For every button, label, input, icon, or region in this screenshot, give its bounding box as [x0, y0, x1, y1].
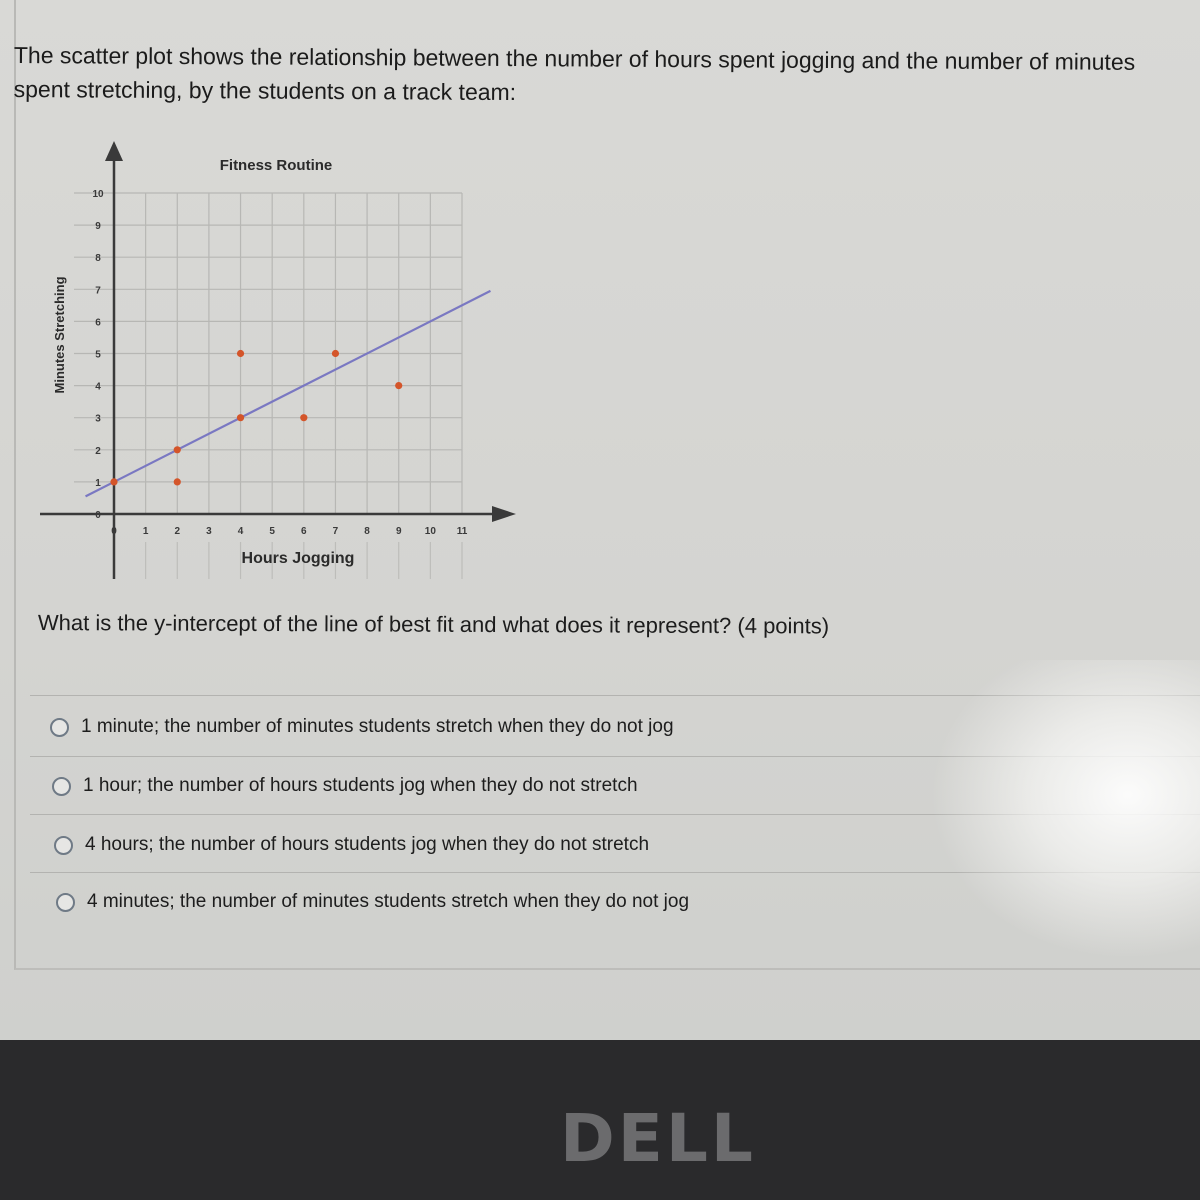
- x-tick-label: 2: [174, 526, 181, 537]
- scatter-point: [300, 414, 307, 421]
- x-tick-label: 0: [111, 526, 117, 537]
- scatter-point: [174, 446, 181, 453]
- option-divider: [30, 814, 1200, 815]
- y-tick-label: 4: [95, 381, 101, 393]
- x-tick-label: 11: [456, 526, 468, 537]
- scatter-point: [395, 382, 402, 389]
- y-tick-label: 0: [95, 510, 101, 521]
- scatter-point: [237, 414, 244, 421]
- y-axis-arrow: [105, 141, 123, 161]
- option-4-label: 4 minutes; the number of minutes students stretch when they do not jog: [87, 891, 690, 912]
- y-tick-label: 2: [95, 445, 101, 457]
- option-1[interactable]: [50, 711, 674, 743]
- y-tick-label: 10: [92, 189, 104, 200]
- y-tick-label: 5: [95, 349, 101, 361]
- x-tick-label: 3: [206, 526, 212, 537]
- scatter-point: [110, 478, 117, 485]
- x-tick-label: 6: [301, 526, 307, 537]
- scatter-point: [237, 350, 244, 357]
- x-tick-label: 8: [364, 526, 370, 537]
- option-2-label: 1 hour; the number of hours students jog when they do not stretch: [83, 775, 638, 796]
- question-prompt: The scatter plot shows the relationship between the number of hours spent jogging and the number of minutes spent stretching, by the students on a track team:: [13, 41, 1136, 106]
- chart-tick-labels: [92, 189, 467, 537]
- scatter-chart: [30, 135, 530, 585]
- option-divider: [30, 756, 1200, 757]
- option-2[interactable]: [52, 770, 638, 802]
- y-tick-label: 6: [95, 317, 101, 329]
- scatter-point: [332, 350, 339, 357]
- dell-logo: DELL: [560, 1100, 756, 1177]
- x-tick-label: 5: [269, 526, 275, 537]
- y-tick-label: 3: [95, 413, 101, 425]
- x-tick-label: 4: [237, 526, 244, 537]
- option-3[interactable]: [54, 829, 649, 861]
- option-4[interactable]: [56, 886, 689, 918]
- chart-x-axis-label: Hours Jogging: [241, 550, 355, 567]
- x-tick-label: 9: [395, 526, 402, 537]
- y-tick-label: 1: [95, 477, 101, 489]
- chart-grid: [74, 193, 462, 579]
- option-2-radio[interactable]: [52, 777, 71, 796]
- x-tick-label: 7: [332, 526, 339, 537]
- x-tick-label: 1: [142, 526, 149, 537]
- y-tick-label: 7: [95, 285, 101, 297]
- question-text: What is the y-intercept of the line of best fit and what does it represent? (4 points): [37, 610, 830, 639]
- x-tick-label: 10: [424, 526, 436, 537]
- option-3-radio[interactable]: [54, 836, 73, 855]
- option-1-radio[interactable]: [50, 718, 69, 737]
- option-4-radio[interactable]: [56, 893, 75, 912]
- chart-axes: [40, 141, 516, 579]
- x-axis-arrow: [492, 506, 516, 522]
- chart-title: Fitness Routine: [219, 157, 333, 174]
- option-1-label: 1 minute; the number of minutes students stretch when they do not jog: [81, 716, 674, 737]
- option-3-label: 4 hours; the number of hours students jog when they do not stretch: [85, 834, 650, 855]
- scatter-point: [174, 478, 181, 485]
- option-divider: [30, 872, 1200, 873]
- y-tick-label: 8: [95, 253, 101, 265]
- option-divider: [30, 695, 1200, 696]
- y-tick-label: 9: [95, 221, 101, 233]
- chart-y-axis-label: Minutes Stretching: [52, 276, 67, 394]
